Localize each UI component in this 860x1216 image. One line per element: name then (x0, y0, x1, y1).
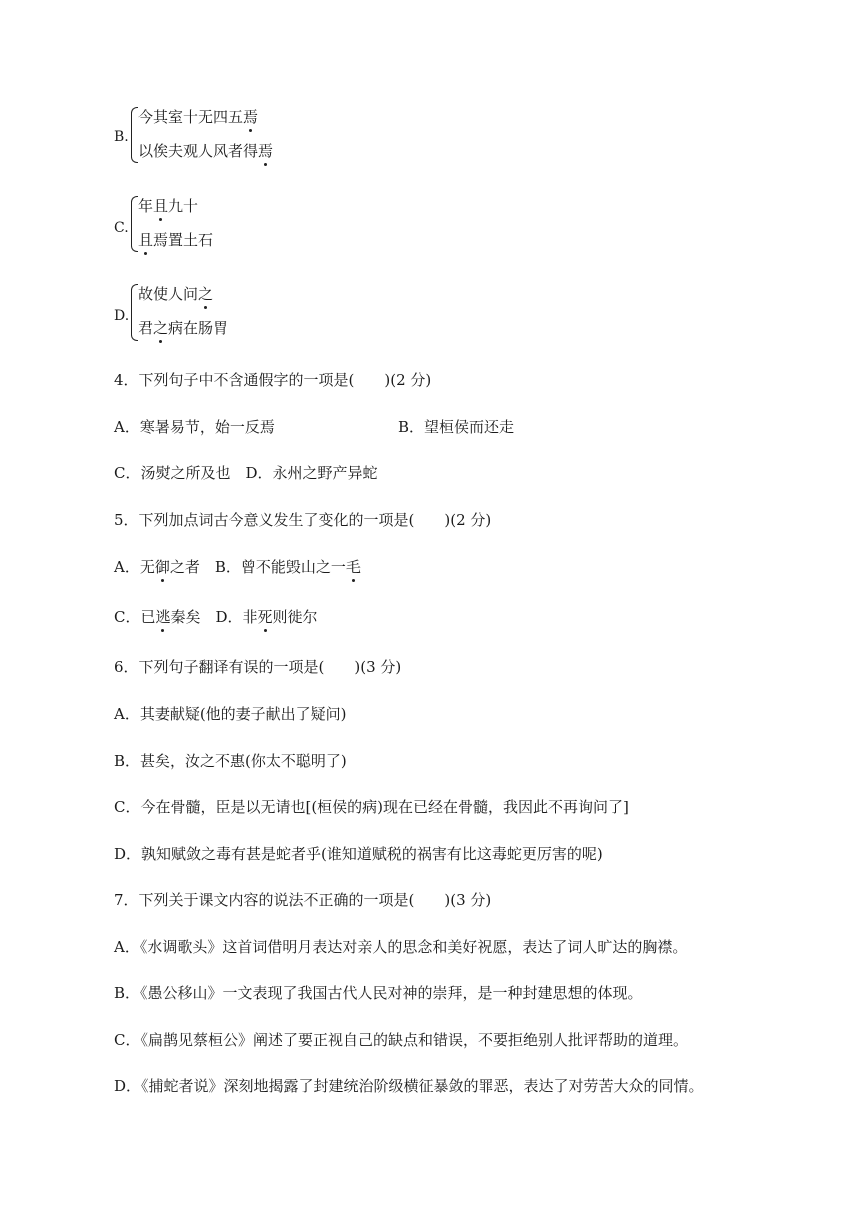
text: C．已 (114, 608, 156, 626)
option-line (138, 284, 213, 304)
question-7-option-d: D．《捕蛇者说》深刻地揭露了封建统治阶级横征暴敛的罪恶，表达了对劳苦大众的同情。 (114, 1077, 704, 1095)
question-6-stem: 6．下列句子翻译有误的一项是( )(3 分) (114, 658, 402, 676)
question-7-option-a: A．《水调歌头》这首词借明月表达对亲人的思念和美好祝愿，表达了词人旷达的胸襟。 (114, 938, 688, 956)
option-line (138, 318, 228, 338)
text: 则徙尔 (272, 608, 318, 626)
text: 之者 B．曾不能毁山之一 (169, 558, 346, 576)
brace (131, 107, 138, 163)
question-4-stem: 4．下列句子中不含通假字的一项是( )(2 分) (114, 371, 432, 389)
dotted-word: 毛 (345, 558, 361, 576)
brace (131, 284, 138, 341)
option-line (138, 141, 273, 161)
question-7-option-b: B．《愚公移山》一文表现了我国古代人民对神的崇拜，是一种封建思想的体现。 (114, 984, 643, 1002)
text: A．无 (114, 558, 155, 576)
question-6-option-d: D．孰知赋敛之毒有甚是蛇者乎(谁知道赋税的祸害有比这毒蛇更厉害的呢) (114, 845, 603, 863)
question-4-option-b: B．望桓侯而还走 (398, 418, 515, 436)
dotted-word: 御 (154, 558, 170, 576)
question-7-stem: 7．下列关于课文内容的说法不正确的一项是( )(3 分) (114, 891, 492, 909)
text: 秦矣 D．非 (170, 608, 258, 626)
text: 君 (138, 319, 154, 337)
question-4-options-c-d: C．汤熨之所及也 D．永州之野产异蛇 (114, 464, 378, 482)
question-6-option-b: B．甚矣，汝之不惠(你太不聪明了) (114, 752, 347, 770)
dotted-word: 之 (198, 285, 214, 303)
brace (131, 196, 138, 252)
dotted-word: 死 (257, 608, 273, 626)
dotted-word: 之 (153, 319, 169, 337)
dotted-word: 逃 (155, 608, 171, 626)
option-line (138, 230, 213, 250)
option-letter: B. (114, 129, 129, 145)
option-letter: D. (114, 308, 130, 324)
dotted-word: 且 (138, 231, 154, 249)
question-6-option-c: C．今在骨髓，臣是以无请也[(桓侯的病)现在已经在骨髓，我因此不再询问了] (114, 798, 629, 816)
option-letter: C. (114, 220, 129, 236)
question-7-option-c: C．《扁鹊见蔡桓公》阐述了要正视自己的缺点和错误，不要拒绝别人批评帮助的道理。 (114, 1031, 688, 1049)
text: 焉置土石 (153, 231, 214, 249)
text: 以俟夫观人风者得 (138, 142, 259, 160)
text: 故使人问 (138, 285, 199, 303)
option-line (138, 196, 198, 216)
question-4-option-a: A．寒暑易节，始一反焉 (114, 418, 275, 436)
dotted-word: 焉 (243, 108, 259, 126)
text: 今其室十无四五 (138, 108, 244, 126)
question-6-option-a: A．其妻献疑(他的妻子献出了疑问) (114, 705, 347, 723)
question-5-stem: 5．下列加点词古今意义发生了变化的一项是( )(2 分) (114, 511, 492, 529)
option-line (138, 107, 258, 127)
dotted-word: 且 (153, 197, 169, 215)
text: 九十 (168, 197, 199, 215)
question-5-options-c-d (114, 607, 318, 627)
text: 病在肠胃 (168, 319, 229, 337)
question-5-options-a-b (114, 557, 361, 577)
dotted-word: 焉 (258, 142, 274, 160)
text: 年 (138, 197, 154, 215)
